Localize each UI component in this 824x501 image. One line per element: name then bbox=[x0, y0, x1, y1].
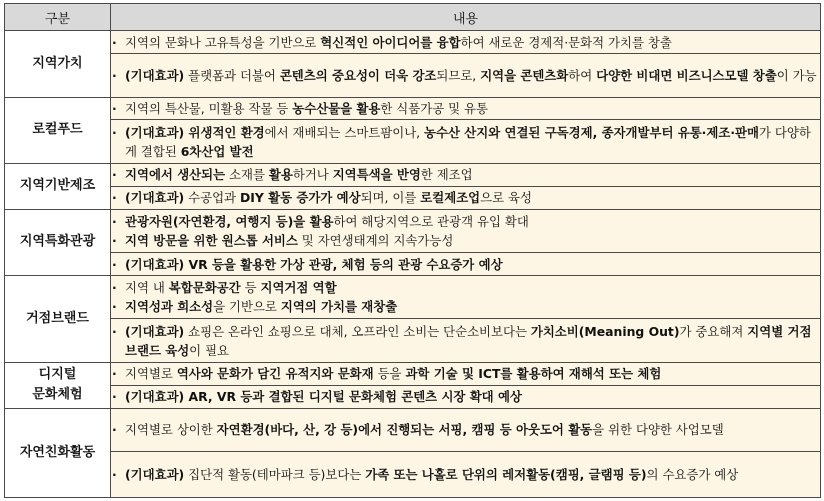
table-row bbox=[5, 186, 821, 209]
category-cell: 로컬푸드 bbox=[5, 97, 111, 163]
category-cell: 자연친화활동 bbox=[5, 408, 111, 497]
bullet-item: · 지역별로 상이한 자연환경(바다, 산, 강 등)에서 진행되는 서핑, 캠핑 등 아웃도어 활동을 위한 다양한 사업모델 bbox=[111, 408, 821, 452]
bullet-item: · 관광자원(자연환경, 여행지 등)을 활용하여 해당지역으로 관광객 유입 확대 · 지역 방문을 위한 원스톱 서비스 및 자연생태계의 지속가능성 bbox=[111, 209, 821, 253]
bullet-item: · 지역 내 복합문화공간 등 지역거점 역할 · 지역성과 희소성을 기반으로 지역의 가치를 재창출 bbox=[111, 275, 821, 319]
bullet-item: · (기대효과) 집단적 활동(테마파크 등)보다는 가족 또는 나홀로 단위의 레저활동(캠핑, 글램핑 등)의 수요증가 예상 bbox=[111, 452, 821, 498]
table-row bbox=[5, 120, 821, 164]
bullet-item: · 지역에서 생산되는 소재를 활용하거나 지역특색을 반영한 제조업 bbox=[111, 163, 821, 186]
bullet-item: · (기대효과) 위생적인 환경에서 재배되는 스마트팜이나, 농수산 산지와 연결된 구독경제, 종자개발부터 유통·제조·판매가 다양하게 결합된 6차산업 발전 bbox=[111, 120, 821, 164]
table-row bbox=[5, 275, 821, 319]
bullet-item: · (기대효과) 수공업과 DIY 활동 증가가 예상되며, 이를 로컬제조업으로 육성 bbox=[111, 186, 821, 209]
table-row bbox=[5, 408, 821, 452]
category-cell: 거점브랜드 bbox=[5, 275, 111, 362]
table-row bbox=[5, 163, 821, 186]
category-line: 디지털 bbox=[38, 367, 77, 383]
bullet-item: · (기대효과) VR 등을 활용한 가상 관광, 체험 등의 관광 수요증가 예상 bbox=[111, 253, 821, 276]
bullet-item: · 지역의 특산물, 미활용 작물 등 농수산물을 활용한 식품가공 및 유통 bbox=[111, 97, 821, 120]
header-content: 내용 bbox=[111, 4, 821, 31]
bullet-item: · 지역별로 역사와 문화가 담긴 유적지와 문화재 등을 과학 기술 및 ICT를 활용하여 재해석 또는 체험 bbox=[111, 362, 821, 385]
table-row bbox=[5, 362, 821, 385]
header-row bbox=[5, 4, 821, 31]
category-line: 문화체험 bbox=[32, 387, 83, 403]
table-row bbox=[5, 54, 821, 98]
bullet-item: · (기대효과) AR, VR 등과 결합된 디지털 문화체험 콘텐츠 시장 확대 예상 bbox=[111, 385, 821, 408]
table-row bbox=[5, 97, 821, 120]
category-cell: 지역기반제조 bbox=[5, 163, 111, 209]
table-row bbox=[5, 319, 821, 363]
category-cell: 지역가치 bbox=[5, 31, 111, 97]
table-row bbox=[5, 31, 821, 54]
category-cell bbox=[5, 362, 111, 408]
bullet-item: · 지역의 문화나 고유특성을 기반으로 혁신적인 아이디어를 융합하여 새로운 경제적·문화적 가치를 창출 bbox=[111, 31, 821, 54]
header-category: 구분 bbox=[5, 4, 111, 31]
bullet-item: · (기대효과) 플랫폼과 더불어 콘텐츠의 중요성이 더욱 강조되므로, 지역을 콘텐츠화하여 다양한 비대면 비즈니스모델 창출이 가능 bbox=[111, 54, 821, 98]
content-table bbox=[4, 3, 821, 498]
category-cell: 지역특화관광 bbox=[5, 209, 111, 275]
table-row bbox=[5, 452, 821, 498]
table-row bbox=[5, 209, 821, 253]
table-row bbox=[5, 253, 821, 276]
table-row bbox=[5, 385, 821, 408]
bullet-item: · (기대효과) 쇼핑은 온라인 쇼핑으로 대체, 오프라인 소비는 단순소비보다는 가치소비(Meaning Out)가 중요해져 지역별 거점브랜드 육성이 필요 bbox=[111, 319, 821, 363]
